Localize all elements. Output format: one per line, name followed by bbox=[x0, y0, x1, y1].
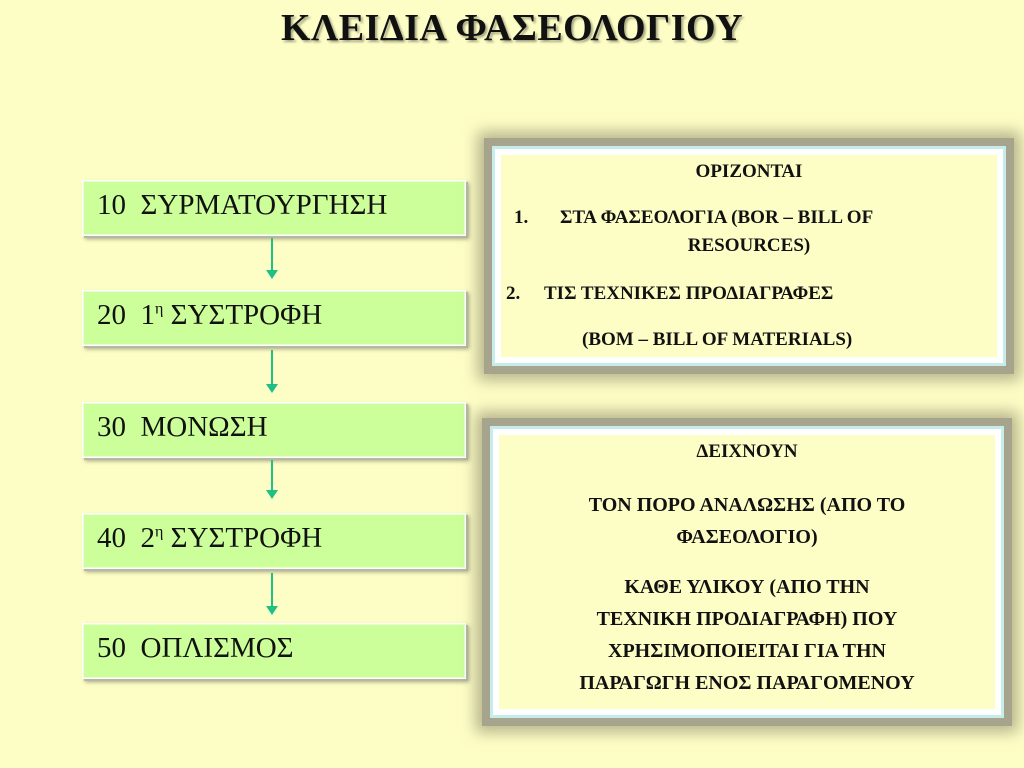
flow-arrow-head bbox=[266, 490, 278, 499]
page-title: ΚΛΕΙΔΙΑ ΦΑΣΕΟΛΟΓΙΟΥ bbox=[280, 7, 744, 49]
panel-text-line: ΦΑΣΕΟΛΟΓΙΟ) bbox=[676, 526, 818, 548]
list-item-text: ΤΙΣ ΤΕΧΝΙΚΕΣ ΠΡΟΔΙΑΓΡΑΦΕΣ bbox=[544, 283, 834, 304]
step-box-40 bbox=[82, 513, 466, 569]
panel-text-line: ΠΑΡΑΓΩΓΗ ΕΝΟΣ ΠΑΡΑΓΟΜΕΝΟΥ bbox=[579, 672, 915, 694]
step-code: 50 bbox=[97, 632, 126, 664]
step-ordinal-number: 2 bbox=[140, 522, 155, 554]
definition-panel bbox=[484, 138, 1014, 374]
flow-arrow bbox=[271, 460, 273, 491]
flow-arrow bbox=[271, 238, 273, 271]
panel-heading: ΔΕΙΧΝΟΥΝ bbox=[696, 441, 798, 462]
step-box-50 bbox=[82, 623, 466, 679]
step-label: ΣΥΣΤΡΟΦΗ bbox=[170, 522, 323, 554]
step-code: 40 bbox=[97, 522, 126, 554]
panel-heading: ΟΡΙΖΟΝΤΑΙ bbox=[695, 161, 803, 182]
step-box-30 bbox=[82, 402, 466, 458]
list-item-number: 2. bbox=[506, 283, 521, 304]
step-ordinal-number: 1 bbox=[140, 299, 155, 331]
list-item-number: 1. bbox=[514, 207, 529, 228]
flow-arrow-head bbox=[266, 606, 278, 615]
panel-text-line: ΤΟΝ ΠΟΡΟ ΑΝΑΛΩΣΗΣ (ΑΠΟ ΤΟ bbox=[588, 494, 906, 516]
step-ordinal-suffix: η bbox=[155, 300, 164, 318]
step-label: ΣΥΡΜΑΤΟΥΡΓΗΣΗ bbox=[140, 189, 388, 221]
step-ordinal-suffix: η bbox=[155, 523, 164, 541]
step-label: ΜΟΝΩΣΗ bbox=[140, 411, 268, 443]
panel-text-line: ΧΡΗΣΙΜΟΠΟΙΕΙΤΑΙ ΓΙΑ ΤΗΝ bbox=[608, 640, 886, 662]
step-box-10 bbox=[82, 180, 466, 236]
step-code: 20 bbox=[97, 299, 126, 331]
step-label: ΟΠΛΙΣΜΟΣ bbox=[140, 632, 294, 664]
list-item-text-continued: RESOURCES) bbox=[687, 235, 811, 256]
step-code: 30 bbox=[97, 411, 126, 443]
flow-arrow-head bbox=[266, 270, 278, 279]
list-item-text-continued: (BOM – BILL OF MATERIALS) bbox=[582, 329, 853, 350]
list-item-text: ΣΤΑ ΦΑΣΕΟΛΟΓΙΑ (BOR – BILL OF bbox=[560, 207, 874, 228]
flow-arrow bbox=[271, 573, 273, 607]
step-box-20 bbox=[82, 290, 466, 346]
description-panel bbox=[482, 418, 1012, 726]
panel-text-line: ΤΕΧΝΙΚΗ ΠΡΟΔΙΑΓΡΑΦΗ) ΠΟΥ bbox=[596, 608, 898, 630]
step-code: 10 bbox=[97, 189, 126, 221]
flow-arrow bbox=[271, 350, 273, 385]
panel-text-line: ΚΑΘΕ ΥΛΙΚΟΥ (ΑΠΟ ΤΗΝ bbox=[624, 576, 870, 598]
step-label: ΣΥΣΤΡΟΦΗ bbox=[170, 299, 323, 331]
flow-arrow-head bbox=[266, 384, 278, 393]
